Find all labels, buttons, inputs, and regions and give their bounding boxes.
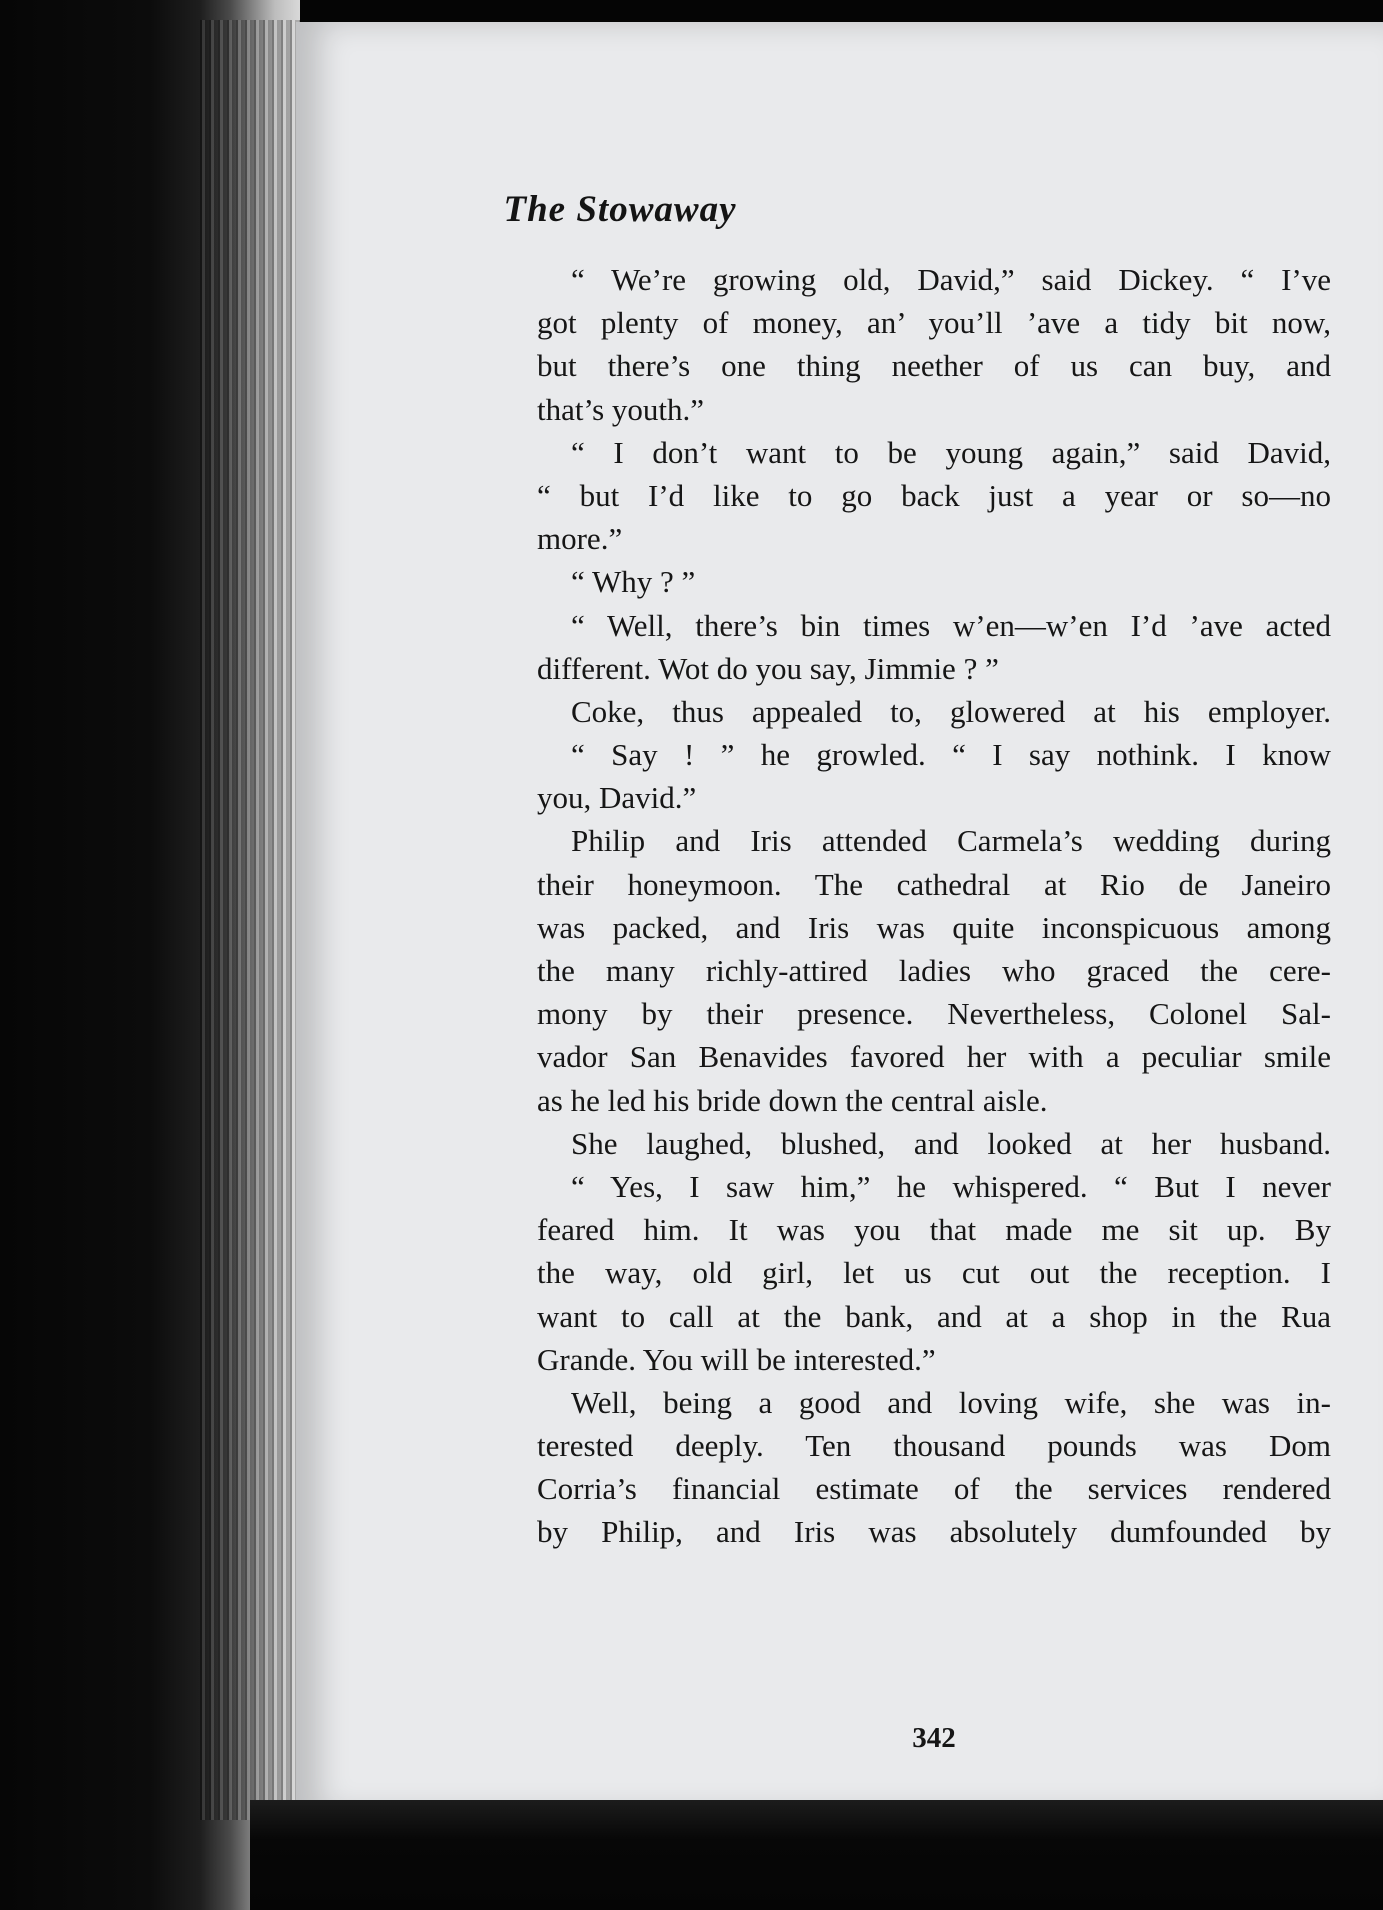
text-line: as he led his bride down the central aisle. (537, 1082, 1048, 1118)
text-line: terested deeply. Ten thousand pounds was Dom (537, 1428, 1331, 1464)
text-line: want to call at the bank, and at a shop in the Rua (537, 1298, 1331, 1334)
running-head: The Stowaway (503, 189, 737, 230)
text-line: Well, being a good and loving wife, she was in- (571, 1384, 1331, 1420)
text-line: mony by their presence. Nevertheless, Colonel Sal- (537, 996, 1331, 1032)
text-line: their honeymoon. The cathedral at Rio de Janeiro (537, 866, 1331, 902)
text-line: Corria’s financial estimate of the services rendered (537, 1471, 1331, 1507)
text-line: you, David.” (537, 780, 697, 816)
text-line: that’s youth.” (537, 391, 705, 427)
scan-bottom-edge (250, 1800, 1383, 1910)
binding-shadow-streaks (200, 20, 300, 1820)
text-line: different. Wot do you say, Jimmie ? ” (537, 650, 999, 686)
text-line: feared him. It was you that made me sit up. By (537, 1212, 1331, 1248)
text-line: more.” (537, 521, 623, 557)
text-line: the many richly-attired ladies who graced the cere- (537, 953, 1331, 988)
text-line: “ Why ? ” (571, 564, 696, 600)
text-line: “ Well, there’s bin times w’en—w’en I’d ’ave acted (571, 607, 1331, 643)
text-line: was packed, and Iris was quite inconspicuous among (537, 909, 1331, 945)
page-number: 342 (912, 1722, 956, 1754)
text-line: “ but I’d like to go back just a year or so—no (537, 477, 1331, 513)
text-line: Coke, thus appealed to, glowered at his employer. (571, 693, 1331, 729)
text-line: “ Say ! ” he growled. “ I say nothink. I know (571, 737, 1331, 773)
text-line: the way, old girl, let us cut out the reception. I (537, 1255, 1331, 1291)
text-line: “ We’re growing old, David,” said Dickey. “ I’ve (571, 262, 1331, 297)
text-line: vador San Benavides favored her with a peculiar smile (537, 1039, 1331, 1075)
text-line: “ Yes, I saw him,” he whispered. “ But I never (571, 1168, 1331, 1204)
text-line: Grande. You will be interested.” (537, 1341, 936, 1377)
text-line: but there’s one thing neether of us can buy, and (537, 348, 1331, 384)
body-text (537, 258, 1331, 1554)
text-line: “ I don’t want to be young again,” said David, (571, 434, 1331, 470)
text-line: She laughed, blushed, and looked at her husband. (571, 1125, 1331, 1161)
text-line: Philip and Iris attended Carmela’s wedding during (571, 823, 1331, 859)
text-line: by Philip, and Iris was absolutely dumfounded by (537, 1514, 1331, 1550)
text-line: got plenty of money, an’ you’ll ’ave a tidy bit now, (537, 305, 1331, 341)
